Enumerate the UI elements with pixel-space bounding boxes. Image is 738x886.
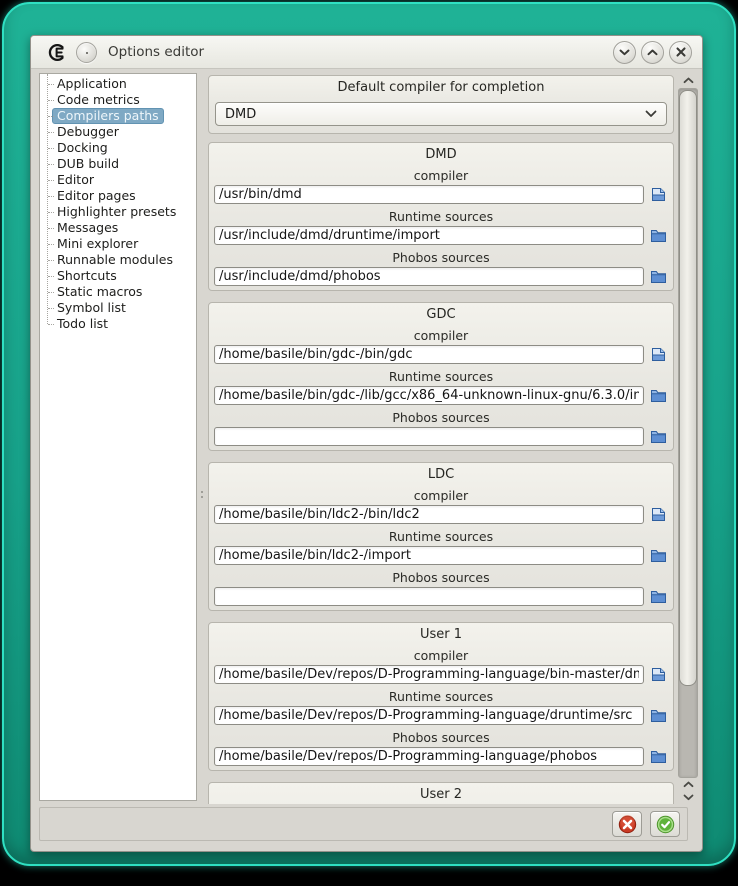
- path-input-gdc-phobos-sources[interactable]: [214, 427, 644, 446]
- folder-icon[interactable]: [649, 387, 668, 404]
- sidebar-item-label: Highlighter presets: [57, 204, 177, 219]
- sidebar-item-static-macros[interactable]: [40, 284, 196, 300]
- chevron-down-icon: [619, 49, 630, 56]
- sidebar-item-shortcuts[interactable]: [40, 268, 196, 284]
- sidebar-item-mini-explorer[interactable]: [40, 236, 196, 252]
- close-button[interactable]: [669, 41, 692, 64]
- cancel-icon: [618, 815, 637, 834]
- path-input-dmd-runtime-sources[interactable]: [214, 226, 644, 245]
- compiler-group-ldc: [208, 462, 674, 611]
- field-label-compiler: compiler: [413, 168, 469, 183]
- field-label-compiler: compiler: [413, 328, 469, 343]
- field-label-phobos-sources: Phobos sources: [392, 730, 490, 745]
- default-compiler-select[interactable]: [215, 102, 667, 126]
- sidebar-item-editor[interactable]: [40, 172, 196, 188]
- input-row: [209, 665, 673, 684]
- scrollbar-track[interactable]: [678, 88, 698, 778]
- input-row: [209, 747, 673, 766]
- folder-icon[interactable]: [649, 707, 668, 724]
- field-label-runtime-sources: Runtime sources: [388, 209, 494, 224]
- vertical-scrollbar[interactable]: [678, 73, 698, 804]
- path-input-user-1-phobos-sources[interactable]: [214, 747, 644, 766]
- field-label-runtime-sources: Runtime sources: [388, 369, 494, 384]
- sidebar-item-highlighter-presets[interactable]: [40, 204, 196, 220]
- field-label-phobos-sources: Phobos sources: [392, 570, 490, 585]
- sidebar-item-label: Runnable modules: [57, 252, 173, 267]
- sidebar-item-docking[interactable]: [40, 140, 196, 156]
- sidebar-item-application[interactable]: [40, 76, 196, 92]
- group-title: GDC: [426, 307, 456, 322]
- folder-icon[interactable]: [649, 547, 668, 564]
- options-sidebar: [39, 73, 197, 801]
- folder-icon[interactable]: [649, 748, 668, 765]
- path-input-ldc-compiler[interactable]: [214, 505, 644, 524]
- scroll-down-button[interactable]: [678, 791, 698, 804]
- path-input-gdc-runtime-sources[interactable]: [214, 386, 644, 405]
- splitter-handle[interactable]: [197, 73, 208, 801]
- path-input-gdc-compiler[interactable]: [214, 345, 644, 364]
- field-label-phobos-sources: Phobos sources: [392, 410, 490, 425]
- field-label-compiler: compiler: [413, 488, 469, 503]
- options-editor-window: [30, 35, 703, 852]
- input-row: [209, 386, 673, 405]
- sidebar-item-label: Symbol list: [57, 300, 126, 315]
- field-label-phobos-sources: Phobos sources: [392, 250, 490, 265]
- sidebar-item-messages[interactable]: [40, 220, 196, 236]
- chevron-up-icon: [683, 781, 694, 788]
- titlebar[interactable]: [31, 36, 702, 69]
- input-row: [209, 427, 673, 446]
- sidebar-item-label: Static macros: [57, 284, 143, 299]
- folder-icon[interactable]: [649, 268, 668, 285]
- sidebar-item-todo-list[interactable]: [40, 316, 196, 332]
- selected-compiler: DMD: [225, 106, 257, 122]
- sidebar-item-label: Debugger: [57, 124, 119, 139]
- dialog-footer: [39, 807, 688, 841]
- group-title: User 1: [419, 627, 463, 642]
- compiler-group-user-1: [208, 622, 674, 771]
- sidebar-item-runnable-modules[interactable]: [40, 252, 196, 268]
- folder-icon[interactable]: [649, 227, 668, 244]
- sidebar-item-symbol-list[interactable]: [40, 300, 196, 316]
- sidebar-item-label: Application: [57, 76, 127, 91]
- scroll-up-button-alt[interactable]: [678, 778, 698, 791]
- sidebar-item-label: Editor pages: [57, 188, 136, 203]
- input-row: [209, 546, 673, 565]
- document-icon[interactable]: [649, 506, 668, 523]
- group-title: LDC: [427, 467, 455, 482]
- field-label-compiler: compiler: [413, 648, 469, 663]
- input-row: [209, 587, 673, 606]
- compiler-group-dmd: [208, 142, 674, 291]
- group-title: User 2: [419, 787, 463, 802]
- titlebar-menu-button[interactable]: [76, 42, 97, 63]
- sidebar-item-label: Shortcuts: [57, 268, 117, 283]
- close-icon: [676, 47, 686, 57]
- group-title: Default compiler for completion: [337, 80, 545, 95]
- sidebar-item-label: Editor: [57, 172, 94, 187]
- options-tree: [40, 74, 196, 332]
- default-compiler-group: [208, 75, 674, 134]
- document-icon[interactable]: [649, 186, 668, 203]
- folder-icon[interactable]: [649, 588, 668, 605]
- input-row: [209, 267, 673, 286]
- field-label-runtime-sources: Runtime sources: [388, 529, 494, 544]
- input-row: [209, 226, 673, 245]
- input-row: [209, 185, 673, 204]
- ok-button[interactable]: [650, 811, 680, 837]
- coedit-logo-icon: [47, 42, 67, 62]
- window-title: Options editor: [108, 44, 205, 60]
- document-icon[interactable]: [649, 346, 668, 363]
- sidebar-item-code-metrics[interactable]: [40, 92, 196, 108]
- field-label-runtime-sources: Runtime sources: [388, 689, 494, 704]
- scroll-up-button[interactable]: [678, 73, 698, 88]
- sidebar-item-label: Code metrics: [57, 92, 140, 107]
- folder-icon[interactable]: [649, 428, 668, 445]
- path-input-ldc-phobos-sources[interactable]: [214, 587, 644, 606]
- sidebar-item-label: Compilers paths: [52, 108, 164, 124]
- group-title: DMD: [425, 147, 457, 162]
- path-input-ldc-runtime-sources[interactable]: [214, 546, 644, 565]
- document-icon[interactable]: [649, 666, 668, 683]
- chevron-down-icon: [683, 794, 694, 801]
- minimize-button[interactable]: [613, 41, 636, 64]
- sidebar-item-label: Docking: [57, 140, 108, 155]
- path-input-dmd-compiler[interactable]: [214, 185, 644, 204]
- sidebar-item-editor-pages[interactable]: [40, 188, 196, 204]
- compiler-group-gdc: [208, 302, 674, 451]
- compiler-paths-panel: [208, 73, 674, 804]
- cancel-button[interactable]: [612, 811, 642, 837]
- chevron-up-icon: [647, 49, 658, 56]
- input-row: [209, 505, 673, 524]
- chevron-down-icon: [645, 110, 657, 118]
- path-input-user-1-compiler[interactable]: [214, 665, 644, 684]
- input-row: [209, 345, 673, 364]
- scrollbar-thumb[interactable]: [679, 90, 697, 686]
- input-row: [209, 706, 673, 725]
- sidebar-item-compilers-paths[interactable]: [40, 108, 196, 124]
- sidebar-item-debugger[interactable]: [40, 124, 196, 140]
- sidebar-item-label: Todo list: [57, 316, 109, 331]
- sidebar-item-label: Mini explorer: [57, 236, 139, 251]
- sidebar-item-label: Messages: [57, 220, 119, 235]
- sidebar-item-dub-build[interactable]: [40, 156, 196, 172]
- compiler-group-user-2: [208, 782, 674, 804]
- maximize-button[interactable]: [641, 41, 664, 64]
- ok-icon: [656, 815, 675, 834]
- chevron-up-icon: [683, 77, 694, 84]
- sidebar-item-label: DUB build: [57, 156, 120, 171]
- path-input-user-1-runtime-sources[interactable]: [214, 706, 644, 725]
- path-input-dmd-phobos-sources[interactable]: [214, 267, 644, 286]
